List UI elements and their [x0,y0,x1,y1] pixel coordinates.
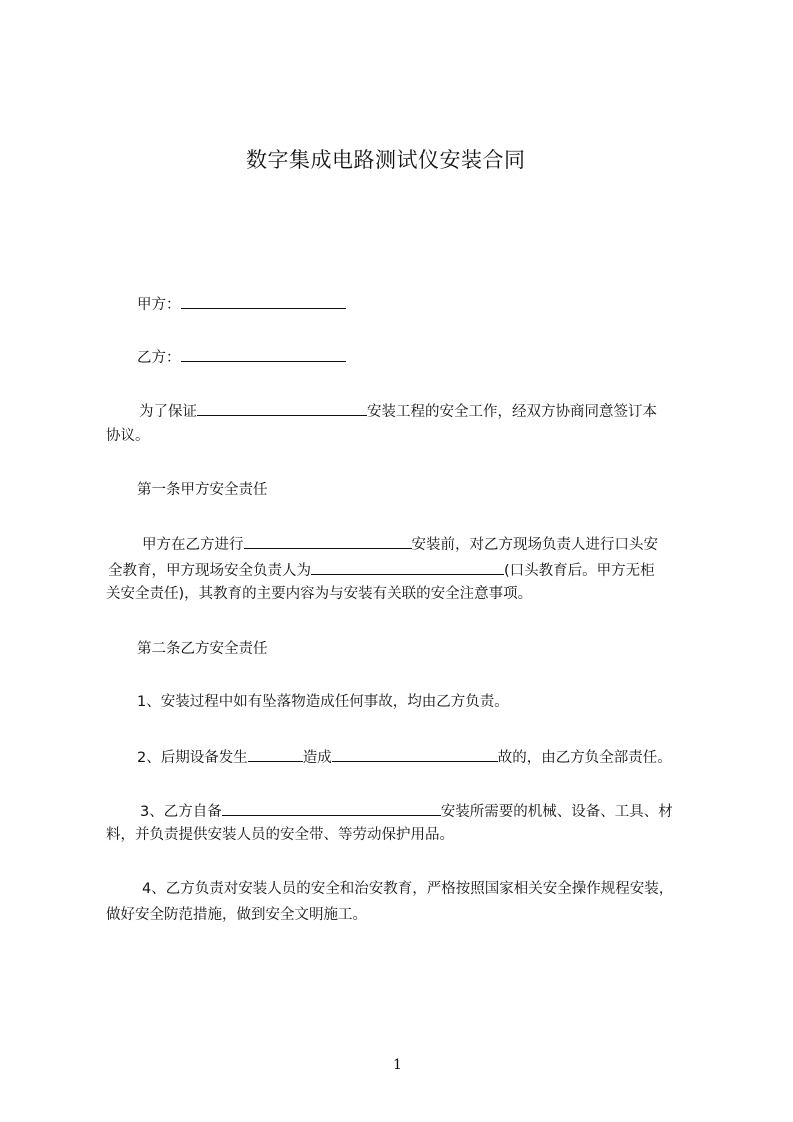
contract-title: 数字集成电路测试仪安装合同 [246,148,526,172]
intro-line-2: 协议。 [106,428,150,444]
article1-l1-before: 甲方在乙方进行 [142,537,244,553]
article1-l2-after: (口头教育后。甲方无柜 [504,563,655,579]
item2-blank-2 [332,746,498,762]
party-b-line [137,346,346,367]
item2-part-b: 造成 [302,750,332,766]
party-b-blank [181,346,346,362]
intro-before: 为了保证 [139,404,197,420]
article2-item-4-line-2: 做好安全防范措施，做到安全文明施工。 [106,907,367,923]
party-a-line [137,293,346,314]
item2-part-a: 2、后期设备发生 [137,750,248,766]
article1-l1-blank [244,533,412,549]
article1-line-1 [142,533,658,554]
article2-item-3-line-2: 料，并负责提供安装人员的安全带、等劳动保护用品。 [106,827,454,843]
article1-l1-after: 安装前，对乙方现场负责人进行口头安 [411,537,658,553]
intro-line-1 [139,400,657,421]
article2-heading: 第二条乙方安全责任 [137,641,268,657]
article1-l2-before: 全教育，甲方现场安全负责人为 [108,563,311,579]
item3-before: 3、乙方自备 [140,804,222,820]
article2-item-3-line-1 [140,800,673,821]
article1-line-3: 关安全责任)，其教育的主要内容为与安装有关联的安全注意事项。 [106,586,533,602]
article1-l2-blank [311,559,504,575]
party-a-label: 甲方： [137,297,181,313]
party-a-blank [181,293,346,309]
item3-blank [222,800,441,816]
article2-item-4-line-1: 4、乙方负责对安装人员的安全和治安教育，严格按照国家相关安全操作规程安装， [142,881,674,897]
item2-part-c: 故的，由乙方负全部责任。 [497,750,672,766]
page-number: 1 [393,1057,402,1073]
intro-after: 安装工程的安全工作，经双方协商同意签订本 [367,404,657,420]
item2-blank-1 [248,746,303,762]
article1-heading: 第一条甲方安全责任 [137,482,268,498]
intro-blank [197,400,367,416]
item3-after: 安装所需要的机械、设备、工具、材 [440,804,673,820]
article2-item-1: 1、安装过程中如有坠落物造成任何事故，均由乙方负责。 [137,694,509,710]
article2-item-2 [137,746,672,767]
article1-line-2 [108,559,655,580]
party-b-label: 乙方： [137,350,181,366]
